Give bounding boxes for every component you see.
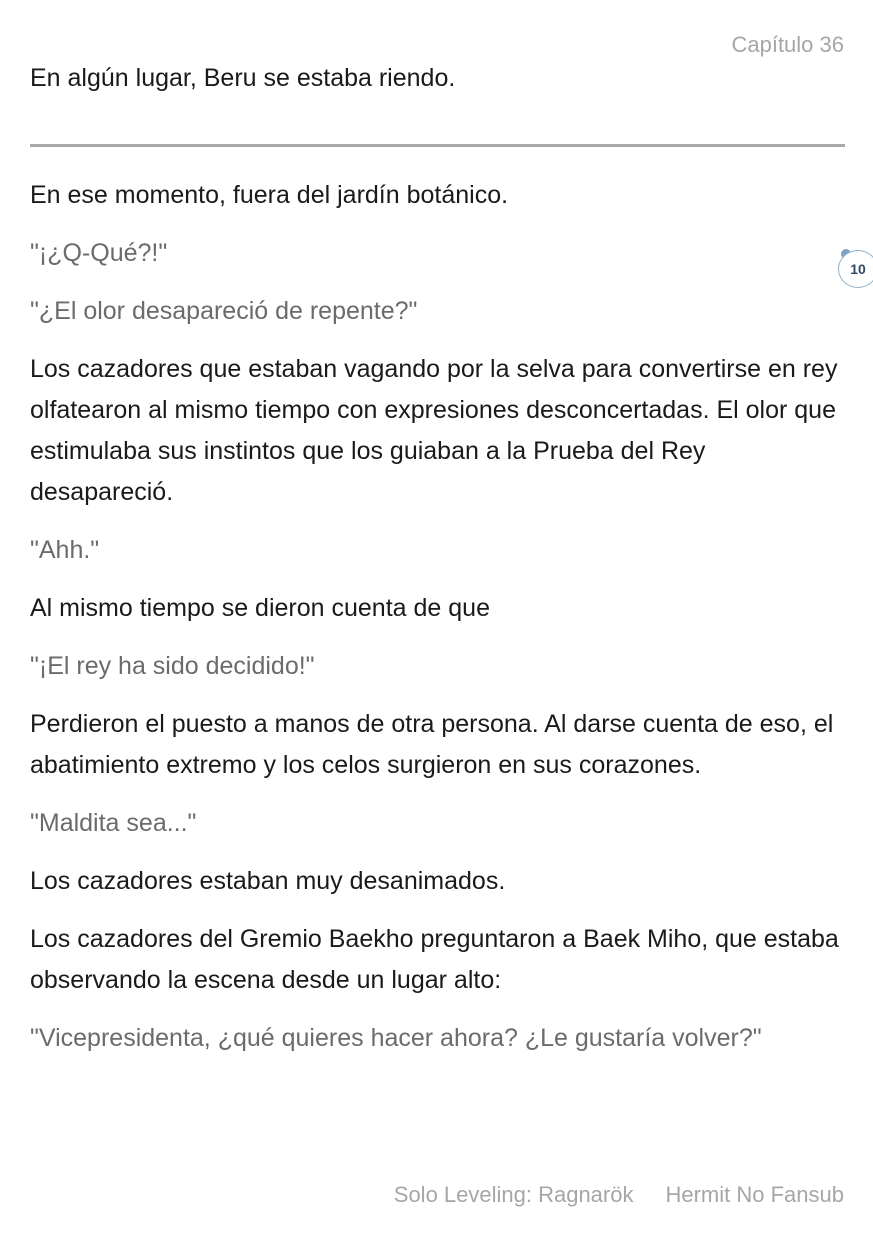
paragraph: Perdieron el puesto a manos de otra persona. Al darse cuenta de eso, el abatimiento extremo y los celos surgieron en sus corazones. [30,710,834,779]
dialogue-line: "Maldita sea..." [30,809,197,837]
paragraph: Los cazadores estaban muy desanimados. [30,867,506,895]
dialogue-line: "¿El olor desapareció de repente?" [30,297,418,325]
dialogue-line: "¡El rey ha sido decidido!" [30,652,315,680]
dialogue-line: "Vicepresidenta, ¿qué quieres hacer ahora? ¿Le gustaría volver?" [30,1024,762,1052]
paragraph: Al mismo tiempo se dieron cuenta de que [30,594,490,622]
paragraph-first: En algún lugar, Beru se estaba riendo. [30,64,456,92]
reader-content [30,58,845,1076]
footer [394,1182,844,1208]
paragraph: Los cazadores del Gremio Baekho preguntaron a Baek Miho, que estaba observando la escena desde un lugar alto: [30,925,839,994]
section-divider [30,144,845,147]
book-title: Solo Leveling: Ragnarök [393,1182,634,1207]
dialogue-line: "Ahh." [30,536,100,564]
page-number-badge[interactable]: 10 [838,250,873,288]
chapter-label: Capítulo 36 [731,32,844,57]
paragraph-list [30,175,845,1059]
paragraph: En ese momento, fuera del jardín botánico. [30,181,509,209]
paragraph: Los cazadores que estaban vagando por la selva para convertirse en rey olfatearon al mismo tiempo con expresiones desconcertadas. El olor que estimulaba sus instintos que los guiaban a la Prueba del Rey desapareció. [30,355,838,506]
translator-credit: Hermit No Fansub [665,1182,844,1207]
dialogue-line: "¡¿Q-Qué?!" [30,239,168,267]
